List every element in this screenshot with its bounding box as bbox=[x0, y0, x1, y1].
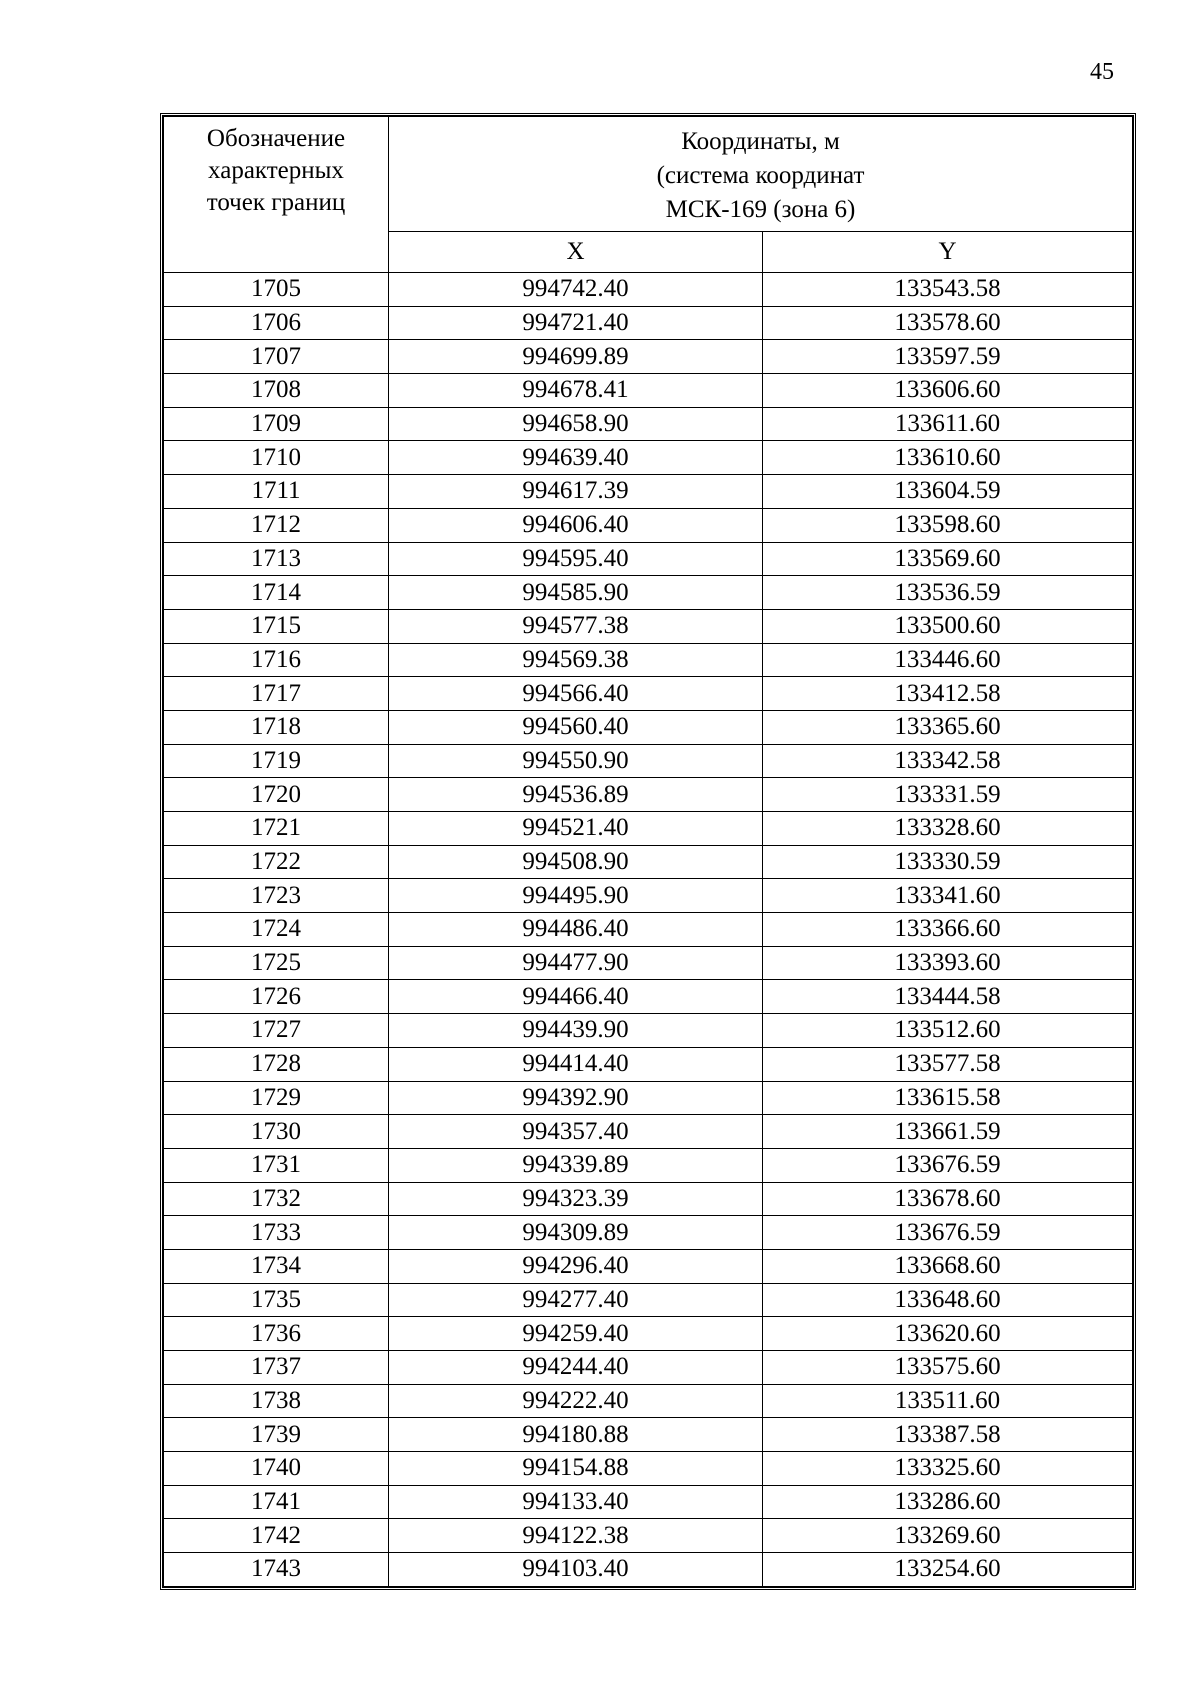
x-cell: 994617.39 bbox=[389, 475, 763, 509]
table-row bbox=[164, 1553, 1133, 1587]
table-row bbox=[164, 879, 1133, 913]
table-row bbox=[164, 1148, 1133, 1182]
table-row bbox=[164, 1452, 1133, 1486]
x-cell: 994357.40 bbox=[389, 1115, 763, 1149]
point-cell: 1715 bbox=[164, 609, 389, 643]
table-row bbox=[164, 407, 1133, 441]
point-cell: 1736 bbox=[164, 1317, 389, 1351]
x-column-header: X bbox=[389, 232, 763, 273]
table-row bbox=[164, 1283, 1133, 1317]
table-row bbox=[164, 778, 1133, 812]
table-row bbox=[164, 677, 1133, 711]
x-cell: 994309.89 bbox=[389, 1216, 763, 1250]
table-row bbox=[164, 710, 1133, 744]
table-row bbox=[164, 1418, 1133, 1452]
points-header-line: характерных bbox=[208, 157, 344, 184]
x-cell: 994259.40 bbox=[389, 1317, 763, 1351]
coordinates-group-header bbox=[389, 117, 1133, 232]
x-cell: 994658.90 bbox=[389, 407, 763, 441]
table-row bbox=[164, 913, 1133, 947]
table-row bbox=[164, 340, 1133, 374]
table-row bbox=[164, 946, 1133, 980]
point-cell: 1730 bbox=[164, 1115, 389, 1149]
point-cell: 1707 bbox=[164, 340, 389, 374]
x-cell: 994577.38 bbox=[389, 609, 763, 643]
table-row bbox=[164, 1384, 1133, 1418]
x-cell: 994678.41 bbox=[389, 374, 763, 408]
coords-header-line: Координаты, м bbox=[681, 128, 840, 155]
table-row bbox=[164, 306, 1133, 340]
x-cell: 994103.40 bbox=[389, 1553, 763, 1587]
y-cell: 133598.60 bbox=[763, 508, 1133, 542]
point-cell: 1711 bbox=[164, 475, 389, 509]
x-cell: 994721.40 bbox=[389, 306, 763, 340]
point-cell: 1733 bbox=[164, 1216, 389, 1250]
table-row bbox=[164, 374, 1133, 408]
point-cell: 1729 bbox=[164, 1081, 389, 1115]
point-cell: 1728 bbox=[164, 1047, 389, 1081]
y-cell: 133661.59 bbox=[763, 1115, 1133, 1149]
x-cell: 994639.40 bbox=[389, 441, 763, 475]
x-cell: 994339.89 bbox=[389, 1148, 763, 1182]
x-cell: 994414.40 bbox=[389, 1047, 763, 1081]
table-row bbox=[164, 609, 1133, 643]
y-cell: 133668.60 bbox=[763, 1249, 1133, 1283]
x-cell: 994466.40 bbox=[389, 980, 763, 1014]
table-row bbox=[164, 1351, 1133, 1385]
table-row bbox=[164, 508, 1133, 542]
y-cell: 133620.60 bbox=[763, 1317, 1133, 1351]
y-cell: 133286.60 bbox=[763, 1485, 1133, 1519]
y-cell: 133328.60 bbox=[763, 812, 1133, 846]
point-cell: 1738 bbox=[164, 1384, 389, 1418]
table-row bbox=[164, 744, 1133, 778]
table-row bbox=[164, 643, 1133, 677]
point-cell: 1716 bbox=[164, 643, 389, 677]
x-cell: 994133.40 bbox=[389, 1485, 763, 1519]
point-cell: 1712 bbox=[164, 508, 389, 542]
x-cell: 994244.40 bbox=[389, 1351, 763, 1385]
table-body bbox=[164, 273, 1133, 1587]
point-cell: 1726 bbox=[164, 980, 389, 1014]
point-cell: 1706 bbox=[164, 306, 389, 340]
table-row bbox=[164, 542, 1133, 576]
y-cell: 133676.59 bbox=[763, 1216, 1133, 1250]
y-cell: 133446.60 bbox=[763, 643, 1133, 677]
table-row bbox=[164, 1317, 1133, 1351]
y-cell: 133330.59 bbox=[763, 845, 1133, 879]
point-cell: 1742 bbox=[164, 1519, 389, 1553]
table-row bbox=[164, 441, 1133, 475]
y-cell: 133543.58 bbox=[763, 273, 1133, 307]
x-cell: 994569.38 bbox=[389, 643, 763, 677]
x-cell: 994699.89 bbox=[389, 340, 763, 374]
y-cell: 133678.60 bbox=[763, 1182, 1133, 1216]
x-cell: 994550.90 bbox=[389, 744, 763, 778]
y-cell: 133597.59 bbox=[763, 340, 1133, 374]
y-cell: 133393.60 bbox=[763, 946, 1133, 980]
table-row bbox=[164, 1249, 1133, 1283]
point-cell: 1727 bbox=[164, 1014, 389, 1048]
point-cell: 1731 bbox=[164, 1148, 389, 1182]
x-cell: 994595.40 bbox=[389, 542, 763, 576]
y-cell: 133366.60 bbox=[763, 913, 1133, 947]
table-row bbox=[164, 576, 1133, 610]
point-cell: 1705 bbox=[164, 273, 389, 307]
x-cell: 994606.40 bbox=[389, 508, 763, 542]
y-cell: 133365.60 bbox=[763, 710, 1133, 744]
table-row bbox=[164, 1115, 1133, 1149]
y-cell: 133676.59 bbox=[763, 1148, 1133, 1182]
x-cell: 994521.40 bbox=[389, 812, 763, 846]
point-cell: 1722 bbox=[164, 845, 389, 879]
x-cell: 994122.38 bbox=[389, 1519, 763, 1553]
points-column-header bbox=[164, 117, 389, 273]
x-cell: 994585.90 bbox=[389, 576, 763, 610]
table-row bbox=[164, 1519, 1133, 1553]
y-cell: 133500.60 bbox=[763, 609, 1133, 643]
y-cell: 133536.59 bbox=[763, 576, 1133, 610]
point-cell: 1709 bbox=[164, 407, 389, 441]
x-cell: 994495.90 bbox=[389, 879, 763, 913]
point-cell: 1734 bbox=[164, 1249, 389, 1283]
y-cell: 133606.60 bbox=[763, 374, 1133, 408]
point-cell: 1721 bbox=[164, 812, 389, 846]
point-cell: 1710 bbox=[164, 441, 389, 475]
page-number: 45 bbox=[1090, 59, 1114, 85]
table-row bbox=[164, 812, 1133, 846]
y-cell: 133342.58 bbox=[763, 744, 1133, 778]
table-row bbox=[164, 980, 1133, 1014]
x-cell: 994560.40 bbox=[389, 710, 763, 744]
x-cell: 994392.90 bbox=[389, 1081, 763, 1115]
y-cell: 133578.60 bbox=[763, 306, 1133, 340]
point-cell: 1739 bbox=[164, 1418, 389, 1452]
point-cell: 1719 bbox=[164, 744, 389, 778]
table-row bbox=[164, 1182, 1133, 1216]
y-cell: 133254.60 bbox=[763, 1553, 1133, 1587]
point-cell: 1718 bbox=[164, 710, 389, 744]
y-cell: 133341.60 bbox=[763, 879, 1133, 913]
point-cell: 1743 bbox=[164, 1553, 389, 1587]
y-column-header: Y bbox=[763, 232, 1133, 273]
y-cell: 133511.60 bbox=[763, 1384, 1133, 1418]
point-cell: 1724 bbox=[164, 913, 389, 947]
y-cell: 133569.60 bbox=[763, 542, 1133, 576]
y-cell: 133331.59 bbox=[763, 778, 1133, 812]
x-cell: 994536.89 bbox=[389, 778, 763, 812]
point-cell: 1714 bbox=[164, 576, 389, 610]
x-cell: 994508.90 bbox=[389, 845, 763, 879]
table-row bbox=[164, 1081, 1133, 1115]
y-cell: 133648.60 bbox=[763, 1283, 1133, 1317]
point-cell: 1732 bbox=[164, 1182, 389, 1216]
y-cell: 133575.60 bbox=[763, 1351, 1133, 1385]
table-row bbox=[164, 1485, 1133, 1519]
y-cell: 133604.59 bbox=[763, 475, 1133, 509]
point-cell: 1720 bbox=[164, 778, 389, 812]
x-cell: 994222.40 bbox=[389, 1384, 763, 1418]
coords-header-line: (система координат bbox=[656, 162, 865, 189]
x-cell: 994486.40 bbox=[389, 913, 763, 947]
point-cell: 1735 bbox=[164, 1283, 389, 1317]
y-cell: 133512.60 bbox=[763, 1014, 1133, 1048]
table-row bbox=[164, 845, 1133, 879]
y-cell: 133269.60 bbox=[763, 1519, 1133, 1553]
y-cell: 133444.58 bbox=[763, 980, 1133, 1014]
x-cell: 994296.40 bbox=[389, 1249, 763, 1283]
point-cell: 1740 bbox=[164, 1452, 389, 1486]
table-row bbox=[164, 1216, 1133, 1250]
table-header bbox=[164, 117, 1133, 273]
y-cell: 133610.60 bbox=[763, 441, 1133, 475]
x-cell: 994323.39 bbox=[389, 1182, 763, 1216]
points-header-line: точек границ bbox=[206, 189, 346, 216]
coordinates-table bbox=[163, 116, 1133, 1587]
coords-header-line: МСК-169 (зона 6) bbox=[665, 196, 856, 223]
point-cell: 1723 bbox=[164, 879, 389, 913]
points-header-line: Обозначение bbox=[206, 125, 346, 152]
table-row bbox=[164, 273, 1133, 307]
point-cell: 1713 bbox=[164, 542, 389, 576]
point-cell: 1725 bbox=[164, 946, 389, 980]
y-cell: 133412.58 bbox=[763, 677, 1133, 711]
y-cell: 133325.60 bbox=[763, 1452, 1133, 1486]
point-cell: 1741 bbox=[164, 1485, 389, 1519]
table-row bbox=[164, 475, 1133, 509]
point-cell: 1737 bbox=[164, 1351, 389, 1385]
point-cell: 1717 bbox=[164, 677, 389, 711]
y-cell: 133577.58 bbox=[763, 1047, 1133, 1081]
x-cell: 994154.88 bbox=[389, 1452, 763, 1486]
x-cell: 994566.40 bbox=[389, 677, 763, 711]
x-cell: 994180.88 bbox=[389, 1418, 763, 1452]
x-cell: 994277.40 bbox=[389, 1283, 763, 1317]
table-row bbox=[164, 1014, 1133, 1048]
x-cell: 994439.90 bbox=[389, 1014, 763, 1048]
y-cell: 133387.58 bbox=[763, 1418, 1133, 1452]
point-cell: 1708 bbox=[164, 374, 389, 408]
y-cell: 133615.58 bbox=[763, 1081, 1133, 1115]
x-cell: 994477.90 bbox=[389, 946, 763, 980]
y-cell: 133611.60 bbox=[763, 407, 1133, 441]
x-cell: 994742.40 bbox=[389, 273, 763, 307]
table-row bbox=[164, 1047, 1133, 1081]
coordinates-table-frame bbox=[160, 113, 1136, 1590]
